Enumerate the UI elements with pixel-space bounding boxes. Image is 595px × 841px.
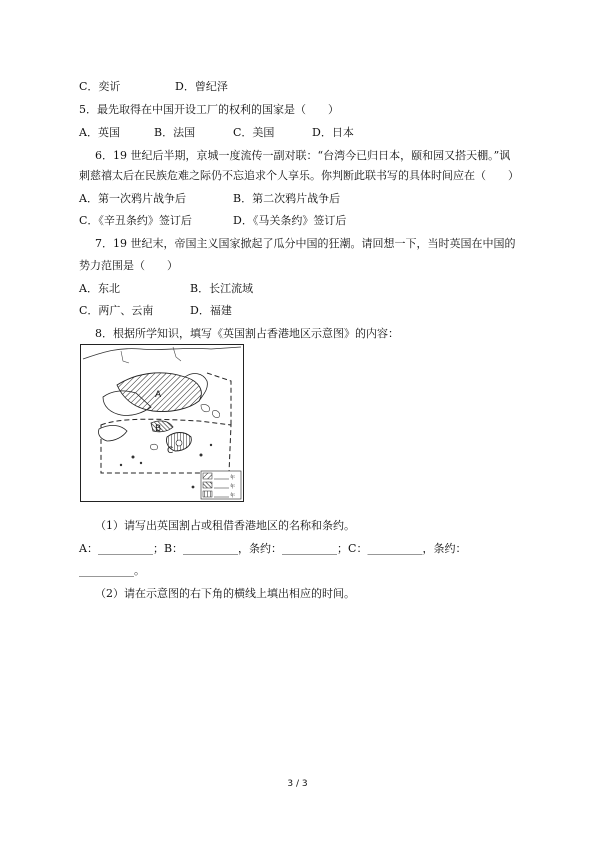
q8-sub1: （1）请写出英国割占或租借香港地区的名称和条约。: [95, 519, 355, 532]
q7-option-d: D．福建: [190, 304, 232, 317]
map-label-a: A: [155, 390, 162, 400]
q6-stem-line2: 刺慈禧太后在民族危难之际仍不忘追求个人享乐。你判断此联书写的具体时间应在（ ）: [79, 169, 519, 182]
page-number: 3 / 3: [287, 779, 308, 789]
q8-stem: 8．根据所学知识，填写《英国割占香港地区示意图》的内容：: [95, 327, 399, 340]
q5-option-d: D．日本: [312, 126, 354, 139]
q6-option-a: A．第一次鸦片战争后: [79, 192, 186, 205]
q4-option-d: D．曾纪泽: [175, 80, 228, 93]
q6-option-b: B．第二次鸦片战争后: [233, 192, 341, 205]
q7-option-a: A．东北: [79, 282, 120, 295]
hong-kong-map: [80, 344, 244, 502]
map-label-b: B: [155, 424, 162, 434]
q5-stem: 5．最先取得在中国开设工厂的权利的国家是（ ）: [79, 103, 339, 116]
q8-sub2: （2）请在示意图的右下角的横线上填出相应的时间。: [95, 587, 355, 600]
map-label-c: C: [167, 446, 174, 456]
q6-option-c: C．《辛丑条约》签订后: [79, 214, 192, 227]
q5-option-c: C．美国: [233, 126, 275, 139]
lantau-island: [98, 425, 127, 441]
q5-option-b: B．法国: [154, 126, 196, 139]
q8-answer-line2: __________。: [79, 564, 145, 577]
q7-stem-line1: 7．19 世纪末，帝国主义国家掀起了瓜分中国的狂潮。请回想一下，当时英国在中国的: [95, 237, 516, 250]
legend-year-3: 年: [230, 493, 236, 499]
legend-year-1: 年: [230, 475, 236, 481]
q4-option-c: C．奕䜣: [79, 80, 121, 93]
map-legend: [201, 471, 241, 499]
q6-stem-line1: 6．19 世纪后半期，京城一度流传一副对联：“台湾今已归日本，颐和园又搭天棚。”讽: [95, 149, 511, 162]
q7-option-b: B．长江流域: [190, 282, 254, 295]
hong-kong-map-drawing: [81, 345, 243, 501]
legend-year-2: 年: [230, 484, 236, 490]
q7-option-c: C．两广、云南: [79, 304, 154, 317]
q7-stem-line2: 势力范围是（ ）: [79, 259, 178, 272]
q8-answer-line: A：__________；B：__________，条约：__________；C：__________，条约：: [79, 542, 467, 555]
q5-option-a: A．英国: [79, 126, 120, 139]
q6-option-d: D．《马关条约》签订后: [233, 214, 347, 227]
